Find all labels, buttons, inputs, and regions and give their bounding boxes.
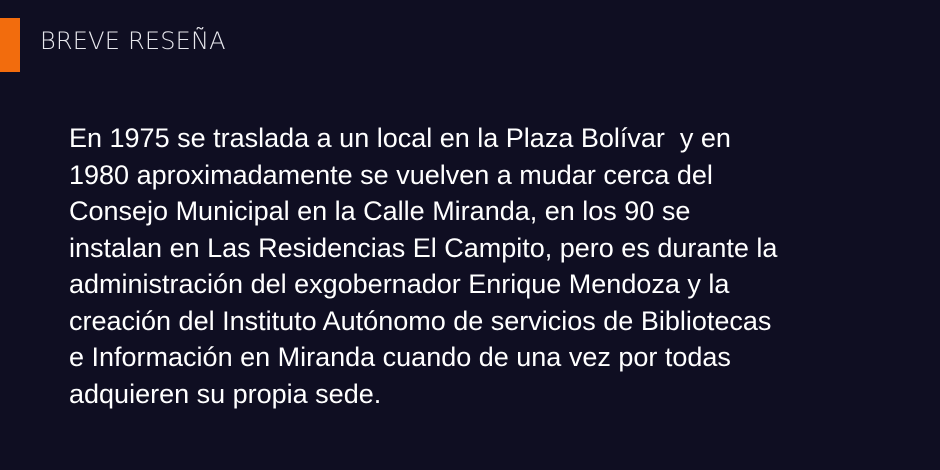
body-line-7: e Información en Miranda cuando de una vez por todas [69, 342, 731, 372]
body-line-4: instalan en Las Residencias El Campito, pero es durante la [69, 232, 778, 263]
body-line-6: creación del Instituto Autónomo de servicios de Bibliotecas [69, 305, 772, 336]
body-line-3: Consejo Municipal en la Calle Miranda, en los 90 se [69, 196, 691, 226]
body-line-8: adquieren su propia sede. [69, 378, 382, 409]
body-line-1: En 1975 se traslada a un local en la Plaza Bolívar y en [69, 123, 731, 153]
slide-title: BREVE RESEÑA [40, 27, 226, 55]
body-line-2: 1980 aproximadamente se vuelven a mudar cerca del [69, 159, 713, 190]
title-accent-bar [0, 18, 20, 72]
slide-body-text [69, 120, 929, 412]
body-line-5: administración del exgobernador Enrique Mendoza y la [69, 269, 730, 299]
